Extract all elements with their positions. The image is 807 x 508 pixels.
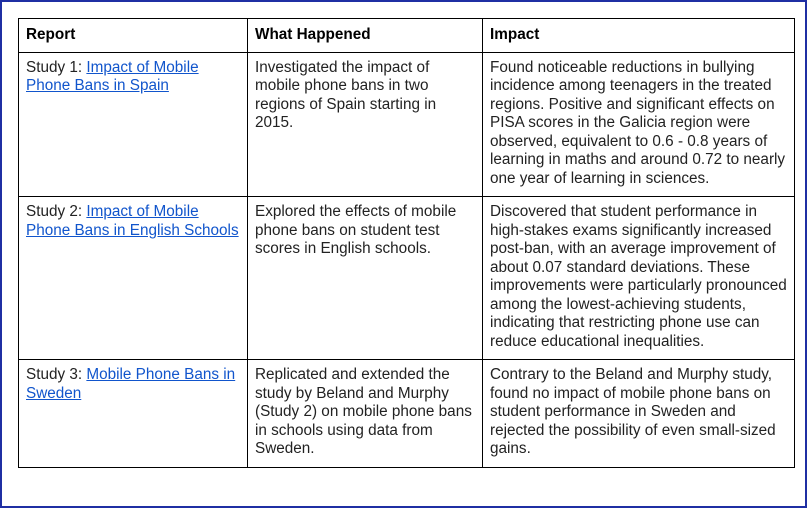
study-label: Study 1: [26,58,87,76]
study-label: Study 3: [26,366,87,383]
what-happened-cell: Replicated and extended the study by Beland and Murphy (Study 2) on mobile phone bans in schools using data from Sweden. [248,360,483,468]
report-cell [19,360,248,468]
studies-table [18,18,795,468]
header-impact: Impact [483,19,795,53]
impact-cell: Found noticeable reductions in bullying incidence among teenagers in the treated regions. Positive and significant effects on PISA scores in the Galicia region were observed, equivalent to 0.6 - 0.8 years of learning in maths and around 0.72 to nearly one year of learning in sciences. [483,52,795,197]
header-what-happened: What Happened [248,19,483,53]
report-cell [19,197,248,360]
table-row-study-1 [19,52,795,197]
impact-cell: Discovered that student performance in high-stakes exams significantly increased post-ban, with an average improvement of about 0.07 standard deviations. These improvements were particularly pronounced among the lowest-achieving students, indicating that restricting phone use can reduce educational inequalities. [483,197,795,360]
what-happened-cell: Explored the effects of mobile phone bans on student test scores in English schools. [248,197,483,360]
study-label: Study 2: [26,203,87,220]
study-3-link[interactable]: Mobile Phone Bans in Sweden [26,366,236,402]
header-report: Report [19,19,248,53]
impact-cell: Contrary to the Beland and Murphy study, found no impact of mobile phone bans on student performance in Sweden and rejected the possibility of even small-sized gains. [483,360,795,468]
table-row-study-2 [19,197,795,360]
table-row-study-3 [19,360,795,468]
report-cell [19,52,248,197]
table-header-row [19,19,795,53]
what-happened-cell: Investigated the impact of mobile phone bans in two regions of Spain starting in 2015. [248,52,483,197]
study-2-link[interactable]: Impact of Mobile Phone Bans in English Schools [26,203,239,239]
study-1-link[interactable]: Impact of Mobile Phone Bans in Spain [26,58,199,94]
